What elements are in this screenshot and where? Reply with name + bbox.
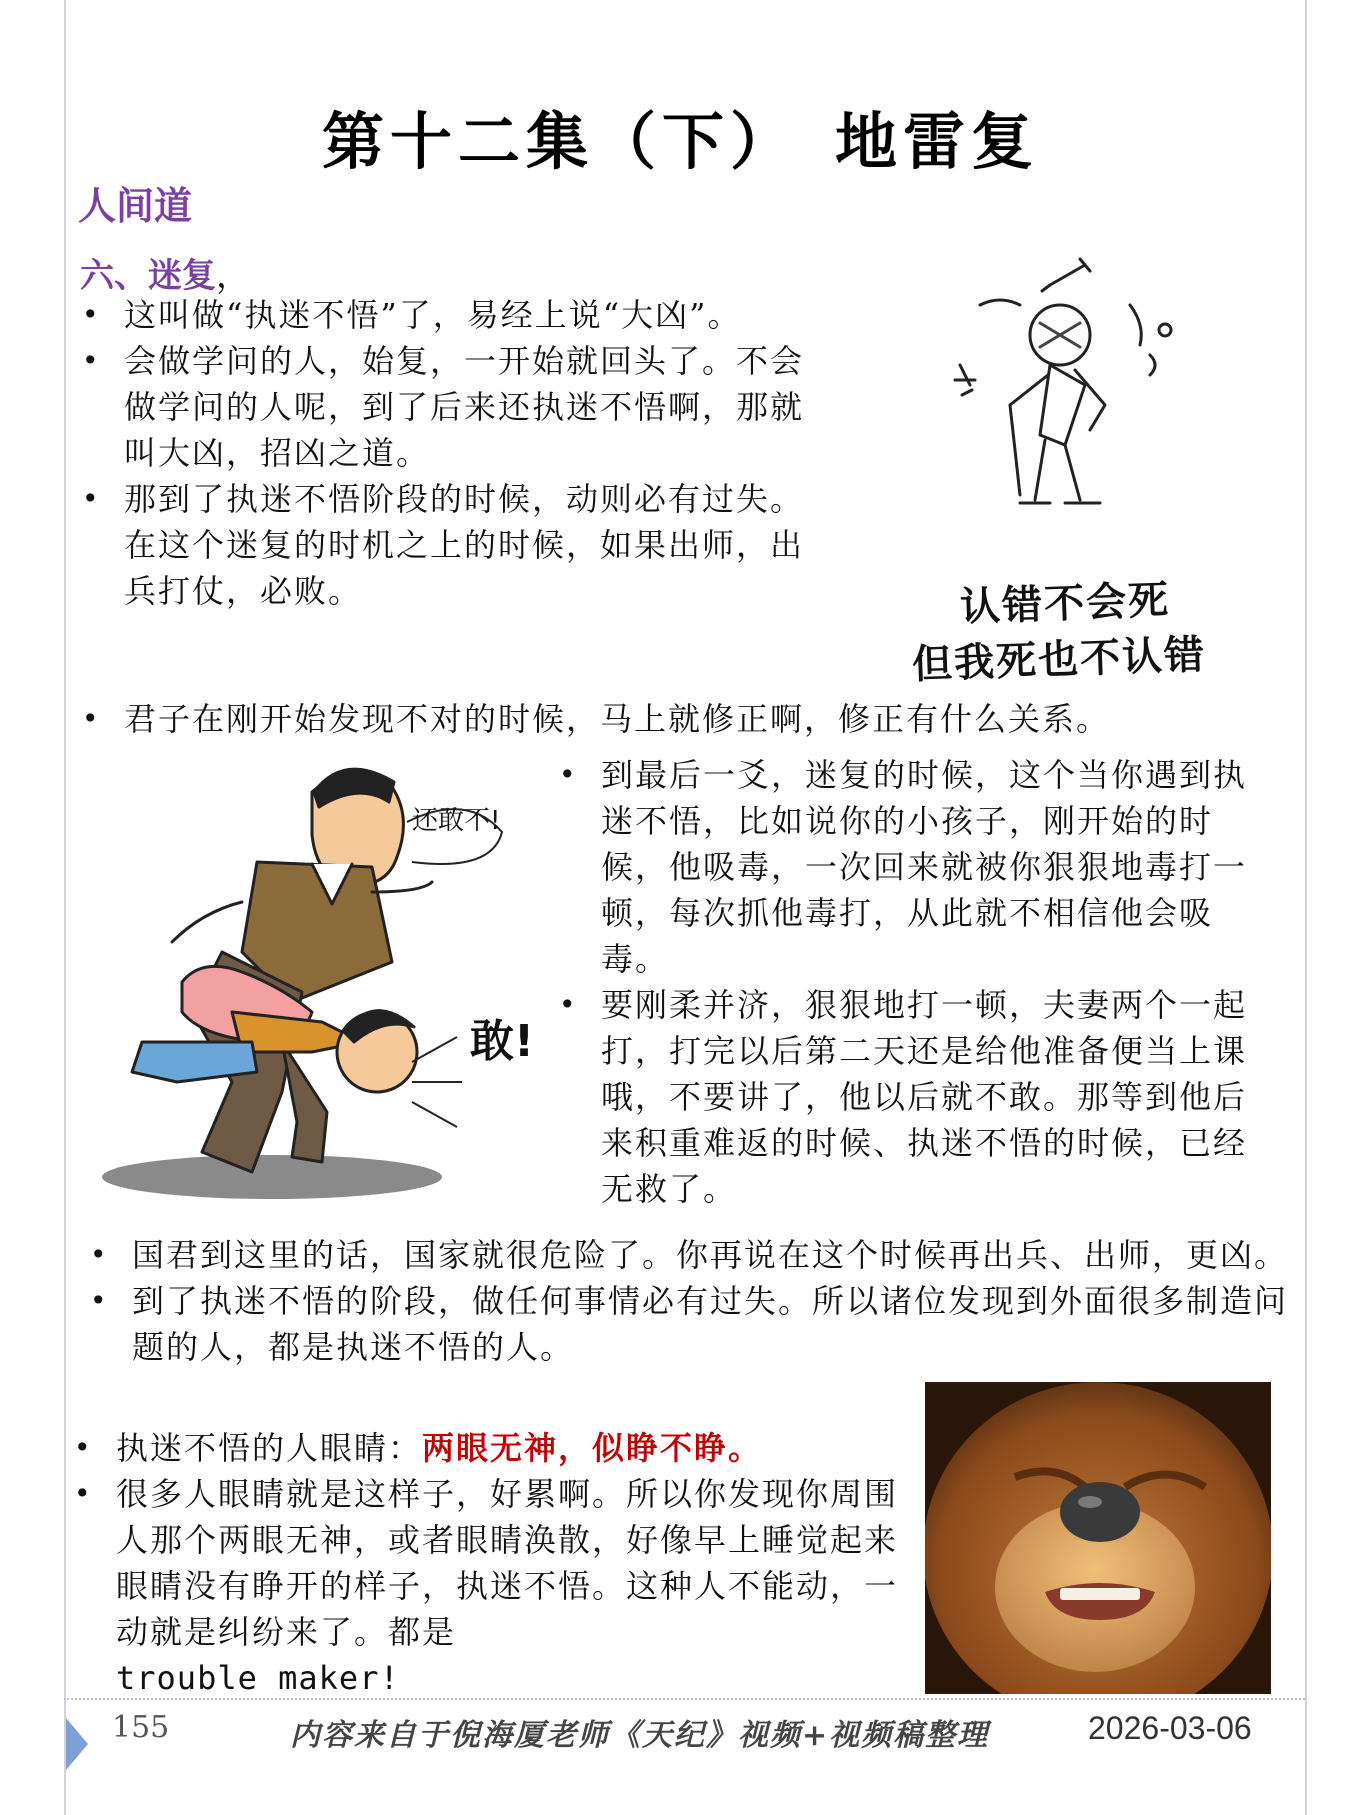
footer-divider (64, 1698, 1305, 1700)
list-item: • 那到了执迷不悟阶段的时候，动则必有过失。在这个迷复的时机之上的时候，如果出师，出兵打仗，必败。 (78, 476, 818, 614)
section-heading: 人间道 (78, 183, 193, 228)
cartoon-caption-2: 但我死也不认错 (911, 631, 1207, 689)
bear-face-image (925, 1382, 1271, 1694)
speech-bubble-child: 敢! (470, 1016, 535, 1067)
speech-bubble-father: 还敢不! (412, 806, 501, 836)
subsection-label: 六、迷复 (80, 256, 216, 296)
page-border-right (1305, 0, 1307, 1815)
cartoon-caption-1: 认错不会死 (959, 577, 1171, 631)
list-item: • 要刚柔并济，狠狠地打一顿，夫妻两个一起打，打完以后第二天还是给他准备便当上课哦，不要讲了，他以后就不敢。那等到他后来积重难返的时候、执迷不悟的时候，已经无救了。 (555, 982, 1277, 1212)
list-item: • 会做学问的人，始复，一开始就回头了。不会做学问的人呢，到了后来还执迷不悟啊，那就叫大凶，招凶之道。 (78, 338, 818, 476)
bullet-list-5 (70, 1425, 930, 1701)
trouble-maker-text: trouble maker! (116, 1659, 400, 1697)
bullet-list-1 (78, 292, 818, 614)
page-arrow-icon[interactable] (66, 1718, 88, 1770)
page-number: 155 (112, 1710, 170, 1745)
list-item (70, 1425, 930, 1471)
page-title: 第十二集（下） 地雷复 (321, 105, 1039, 178)
list-item (70, 1471, 930, 1701)
list-item: • 到了执迷不悟的阶段，做任何事情必有过失。所以诸位发现到外面很多制造问题的人，都是执迷不悟的人。 (86, 1278, 1306, 1370)
list-item: • 到最后一爻，迷复的时候，这个当你遇到执迷不悟，比如说你的小孩子，刚开始的时候，他吸毒，一次回来就被你狠狠地毒打一顿，每次抓他毒打，从此就不相信他会吸毒。 (555, 752, 1277, 982)
bullet-list-4 (86, 1232, 1306, 1370)
footer-source: 内容来自于倪海厦老师《天纪》视频+视频稿整理 (290, 1718, 990, 1753)
list-item: • 这叫做“执迷不悟”了，易经上说“大凶”。 (78, 292, 818, 338)
eye-description-text: 很多人眼睛就是这样子，好累啊。所以你发现你周围人那个两眼无神，或者眼睛涣散，好像早上睡觉起来眼睛没有睁开的样子，执迷不悟。这种人不能动，一动就是纠纷来了。都是 (116, 1475, 899, 1651)
subsection-heading (80, 248, 250, 297)
eye-description-label: 执迷不悟的人眼睛： (116, 1429, 423, 1467)
list-item: • 君子在刚开始发现不对的时候，马上就修正啊，修正有什么关系。 (78, 696, 1298, 742)
bullet-list-2 (78, 696, 1298, 742)
bullet-list-3 (555, 752, 1277, 1212)
page-border-left (64, 0, 66, 1815)
eye-description-highlight: 两眼无神，似睁不睁。 (422, 1429, 763, 1467)
injured-man-illustration (900, 245, 1230, 525)
footer-date: 2026-03-06 (1088, 1710, 1252, 1746)
subsection-punct: ， (216, 256, 250, 296)
list-item: • 国君到这里的话，国家就很危险了。你再说在这个时候再出兵、出师，更凶。 (86, 1232, 1306, 1278)
